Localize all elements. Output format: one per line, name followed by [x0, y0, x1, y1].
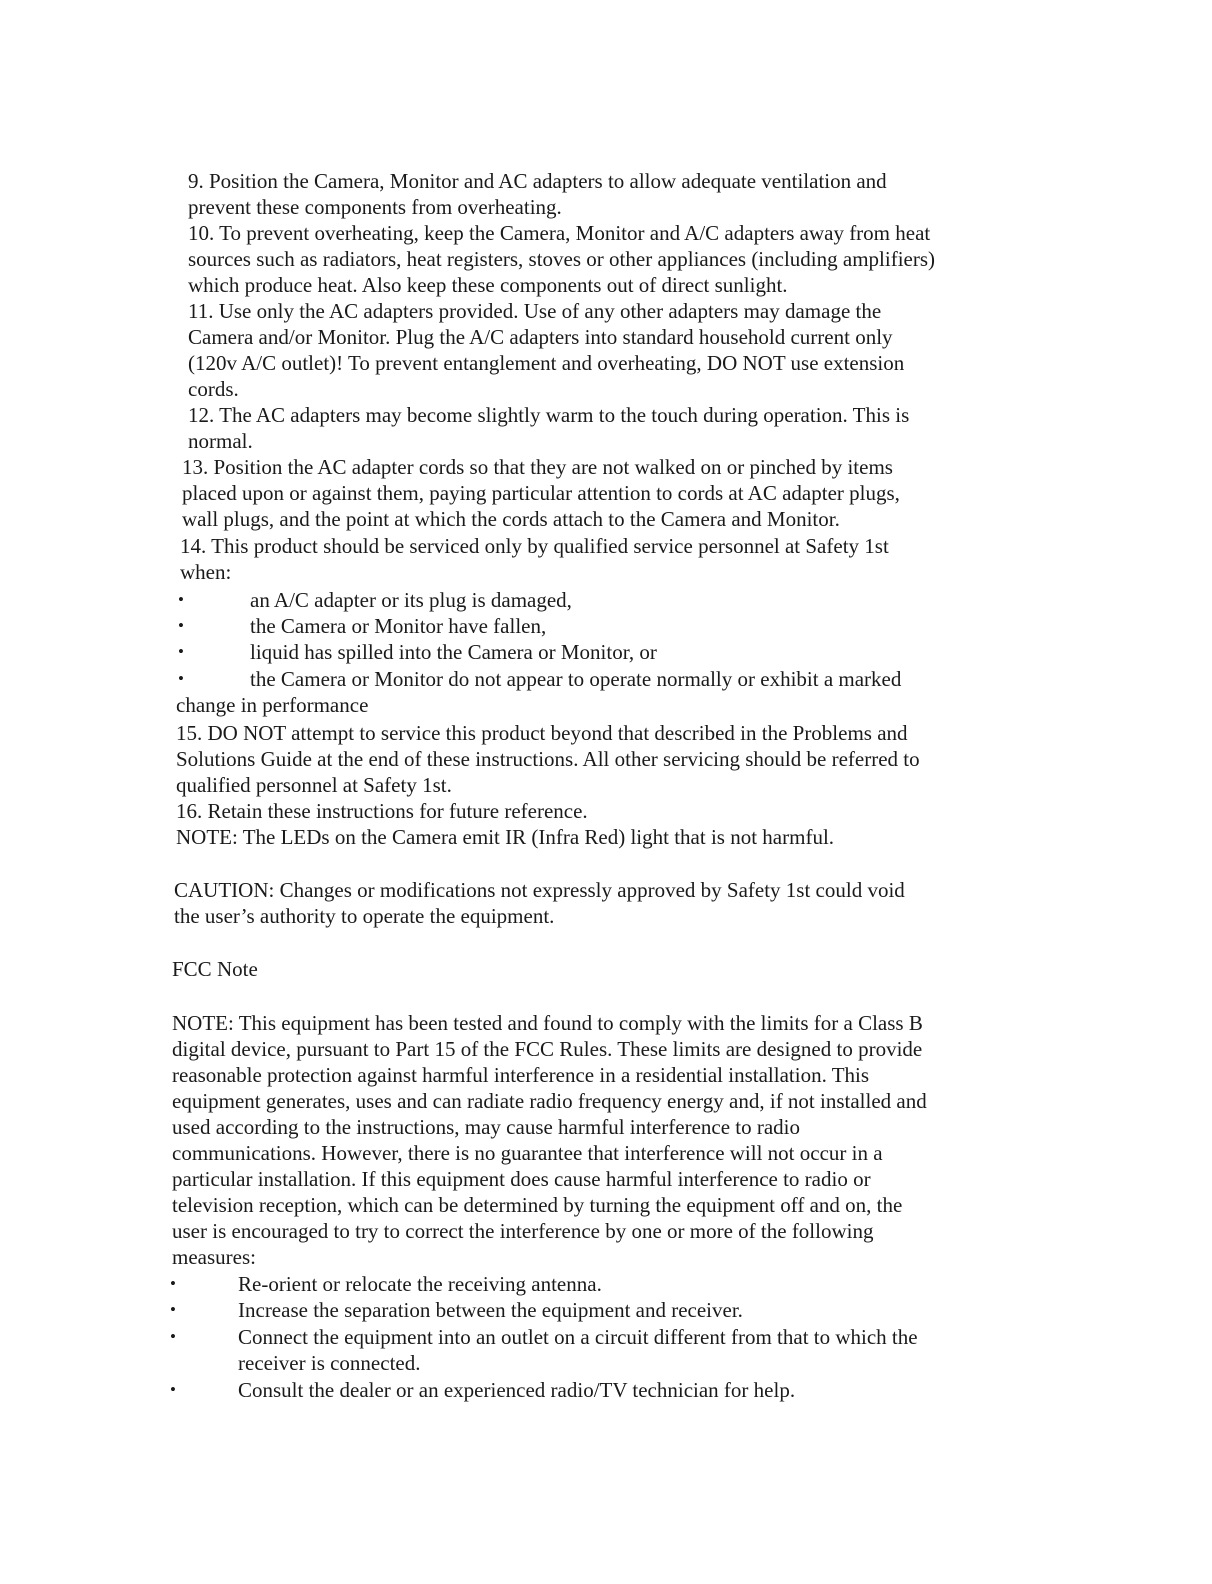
fcc-paragraph-line-5: used according to the instructions, may cause harmful interference to radio [172, 1115, 801, 1139]
item-12-line-1: 12. The AC adapters may become slightly warm to the touch during operation. This is [188, 403, 910, 427]
item-13-line-3: wall plugs, and the point at which the cords attach to the Camera and Monitor. [182, 507, 840, 531]
fcc-bullet-2: Increase the separation between the equipment and receiver. [238, 1298, 743, 1322]
bullet-icon: • [178, 669, 184, 688]
item-14-bullet-4: the Camera or Monitor do not appear to operate normally or exhibit a marked [250, 667, 902, 691]
bullet-icon: • [170, 1327, 176, 1346]
item-10-line-3: which produce heat. Also keep these components out of direct sunlight. [188, 273, 788, 297]
fcc-paragraph-line-4: equipment generates, uses and can radiate radio frequency energy and, if not installed and [172, 1089, 927, 1113]
bullet-icon: • [178, 590, 184, 609]
item-15-line-1: 15. DO NOT attempt to service this product beyond that described in the Problems and [176, 721, 908, 745]
fcc-paragraph-line-2: digital device, pursuant to Part 15 of the FCC Rules. These limits are designed to provide [172, 1037, 923, 1061]
item-11-line-1: 11. Use only the AC adapters provided. Use of any other adapters may damage the [188, 299, 882, 323]
fcc-paragraph-line-1: NOTE: This equipment has been tested and found to comply with the limits for a Class B [172, 1011, 923, 1035]
fcc-paragraph-line-6: communications. However, there is no guarantee that interference will not occur in a [172, 1141, 883, 1165]
bullet-icon: • [178, 616, 184, 635]
item-10-line-1: 10. To prevent overheating, keep the Camera, Monitor and A/C adapters away from heat [188, 221, 931, 245]
item-12-line-2: normal. [188, 429, 253, 453]
fcc-bullet-4: Consult the dealer or an experienced radio/TV technician for help. [238, 1378, 796, 1402]
item-13-line-2: placed upon or against them, paying particular attention to cords at AC adapter plugs, [182, 481, 900, 505]
fcc-paragraph-line-9: user is encouraged to try to correct the interference by one or more of the following [172, 1219, 874, 1243]
fcc-bullet-1: Re-orient or relocate the receiving antenna. [238, 1272, 602, 1296]
item-14-line-2: when: [180, 560, 232, 584]
item-15-line-2: Solutions Guide at the end of these instructions. All other servicing should be referred to [176, 747, 920, 771]
bullet-icon: • [170, 1300, 176, 1319]
bullet-icon: • [170, 1274, 176, 1293]
caution-line-1: CAUTION: Changes or modifications not expressly approved by Safety 1st could void [174, 878, 905, 902]
bullet-icon: • [178, 642, 184, 661]
item-9-line-2: prevent these components from overheating. [188, 195, 562, 219]
item-9-line-1: 9. Position the Camera, Monitor and AC adapters to allow adequate ventilation and [188, 169, 887, 193]
item-11-line-3: (120v A/C outlet)! To prevent entanglement and overheating, DO NOT use extension [188, 351, 905, 375]
fcc-paragraph-line-7: particular installation. If this equipment does cause harmful interference to radio or [172, 1167, 871, 1191]
led-note: NOTE: The LEDs on the Camera emit IR (Infra Red) light that is not harmful. [176, 825, 835, 849]
item-14-line-1: 14. This product should be serviced only by qualified service personnel at Safety 1st [180, 534, 889, 558]
item-14-bullet-2: the Camera or Monitor have fallen, [250, 614, 547, 638]
fcc-paragraph-line-10: measures: [172, 1245, 256, 1269]
item-16: 16. Retain these instructions for future reference. [176, 799, 588, 823]
fcc-bullet-3: Connect the equipment into an outlet on a circuit different from that to which the [238, 1325, 918, 1349]
bullet-icon: • [170, 1380, 176, 1399]
item-11-line-4: cords. [188, 377, 239, 401]
item-13-line-1: 13. Position the AC adapter cords so that they are not walked on or pinched by items [182, 455, 893, 479]
item-15-line-3: qualified personnel at Safety 1st. [176, 773, 452, 797]
fcc-paragraph-line-8: television reception, which can be determined by turning the equipment off and on, the [172, 1193, 903, 1217]
item-14-bullet-1: an A/C adapter or its plug is damaged, [250, 588, 572, 612]
item-14-bullet-3: liquid has spilled into the Camera or Monitor, or [250, 640, 657, 664]
item-14-bullet-4-cont: change in performance [176, 693, 369, 717]
caution-line-2: the user’s authority to operate the equipment. [174, 904, 555, 928]
item-10-line-2: sources such as radiators, heat registers, stoves or other appliances (including amplifiers) [188, 247, 936, 271]
fcc-bullet-3-cont: receiver is connected. [238, 1351, 421, 1375]
fcc-heading: FCC Note [172, 957, 258, 981]
fcc-paragraph-line-3: reasonable protection against harmful interference in a residential installation. This [172, 1063, 870, 1087]
item-11-line-2: Camera and/or Monitor. Plug the A/C adapters into standard household current only [188, 325, 893, 349]
